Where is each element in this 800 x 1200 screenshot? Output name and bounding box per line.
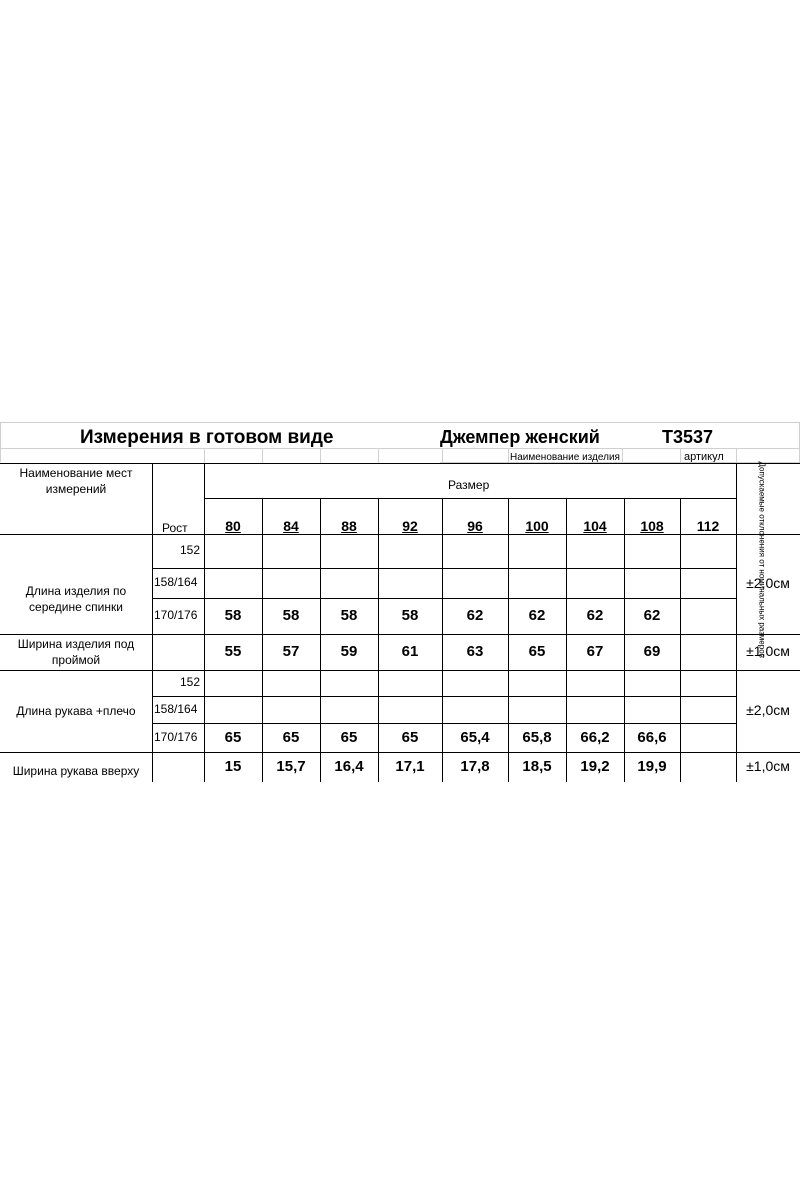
measurement-value: 65 [528,643,546,660]
measurement-name: Длина рукава +плечо [16,704,136,718]
product-caption: Наименование изделия [510,452,620,463]
measurement-value: 58 [224,607,242,624]
height-value: 152 [180,675,201,689]
measurement-value: 55 [224,643,242,660]
measurement-value: 65 [282,728,300,746]
measurement-name: Длина изделия по середине спинки [25,584,127,614]
article-caption: артикул [684,451,724,463]
measurement-name: Ширина рукава вверху [12,764,140,778]
height-value: 152 [180,543,201,557]
grid-line [680,448,681,464]
height-value: 170/176 [154,608,198,622]
grid-line [736,448,737,464]
grid-line [152,696,736,697]
tolerance-value: ±2,0см [746,702,790,718]
measurement-value: 17,8 [460,758,490,775]
grid-line [442,498,443,782]
measurement-value: 58 [340,607,358,624]
size-header-112: 112 [696,518,720,534]
grid-line [152,598,736,599]
height-value: 158/164 [154,701,198,716]
grid-line [0,463,800,464]
measurement-value: 65 [224,728,242,746]
size-header-84: 84 [283,518,299,534]
measurement-value: 19,2 [580,758,610,775]
measurement-value: 62 [643,607,661,624]
measurement-value: 62 [528,607,546,624]
grid-line [204,498,736,499]
measurement-value: 17,1 [395,758,425,775]
size-header-96: 96 [467,518,483,534]
name-column-header: Наименование мест измерений [19,466,133,496]
measurement-value: 58 [401,607,419,624]
grid-line [736,463,737,782]
grid-line [622,448,623,464]
measurement-value: 63 [466,643,484,660]
product-name: Джемпер женский [440,427,600,447]
measurement-value: 15 [224,758,242,775]
tolerance-value: ±1,0см [746,758,790,774]
measurement-value: 66,2 [580,728,610,746]
tolerance-value: ±1,0см [746,643,790,659]
measurement-name: Ширина изделия под проймой [17,637,135,667]
sheet-title: Измерения в готовом виде [80,427,334,448]
grid-line [378,448,379,464]
tolerance-column-header: Допускаемые отклонения от номинальных размеров [757,461,767,658]
grid-line [508,448,509,464]
measurement-value: 61 [401,643,419,660]
grid-line [262,448,263,464]
measurement-value: 69 [643,643,661,660]
measurement-value: 58 [282,607,300,624]
measurement-value: 66,6 [637,728,667,746]
grid-line [378,498,379,782]
measurement-value: 57 [282,643,300,660]
measurement-value: 65,4 [460,728,490,746]
measurement-value: 59 [340,643,358,660]
grid-line [0,422,1,462]
height-column-header: Рост [162,521,188,535]
measurement-value: 65 [401,728,419,746]
height-value: 158/164 [154,575,198,589]
measurement-value: 18,5 [522,758,552,775]
measurement-value: 15,7 [276,758,306,775]
size-header-92: 92 [402,518,418,534]
grid-line [320,448,321,464]
size-header-104: 104 [583,518,607,534]
grid-line [204,448,205,464]
size-header-100: 100 [525,518,549,534]
size-header-108: 108 [640,518,664,534]
grid-line [152,723,736,724]
size-column-header: Размер [448,478,490,492]
measurement-value: 65 [340,728,358,746]
height-value: 170/176 [154,729,198,744]
measurement-value: 19,9 [637,758,667,775]
measurement-value: 62 [586,607,604,624]
article-number: Т3537 [662,427,714,447]
grid-line [0,422,800,423]
grid-line [152,568,736,569]
measurement-value: 16,4 [334,758,364,775]
measurement-value: 67 [586,643,604,660]
grid-line [442,448,443,464]
measurement-sheet [0,418,800,782]
grid-line [152,463,153,782]
size-header-80: 80 [225,518,241,534]
measurement-value: 62 [466,607,484,624]
measurement-value: 65,8 [522,728,552,746]
tolerance-value: ±2,0см [746,575,790,591]
size-header-88: 88 [341,518,357,534]
